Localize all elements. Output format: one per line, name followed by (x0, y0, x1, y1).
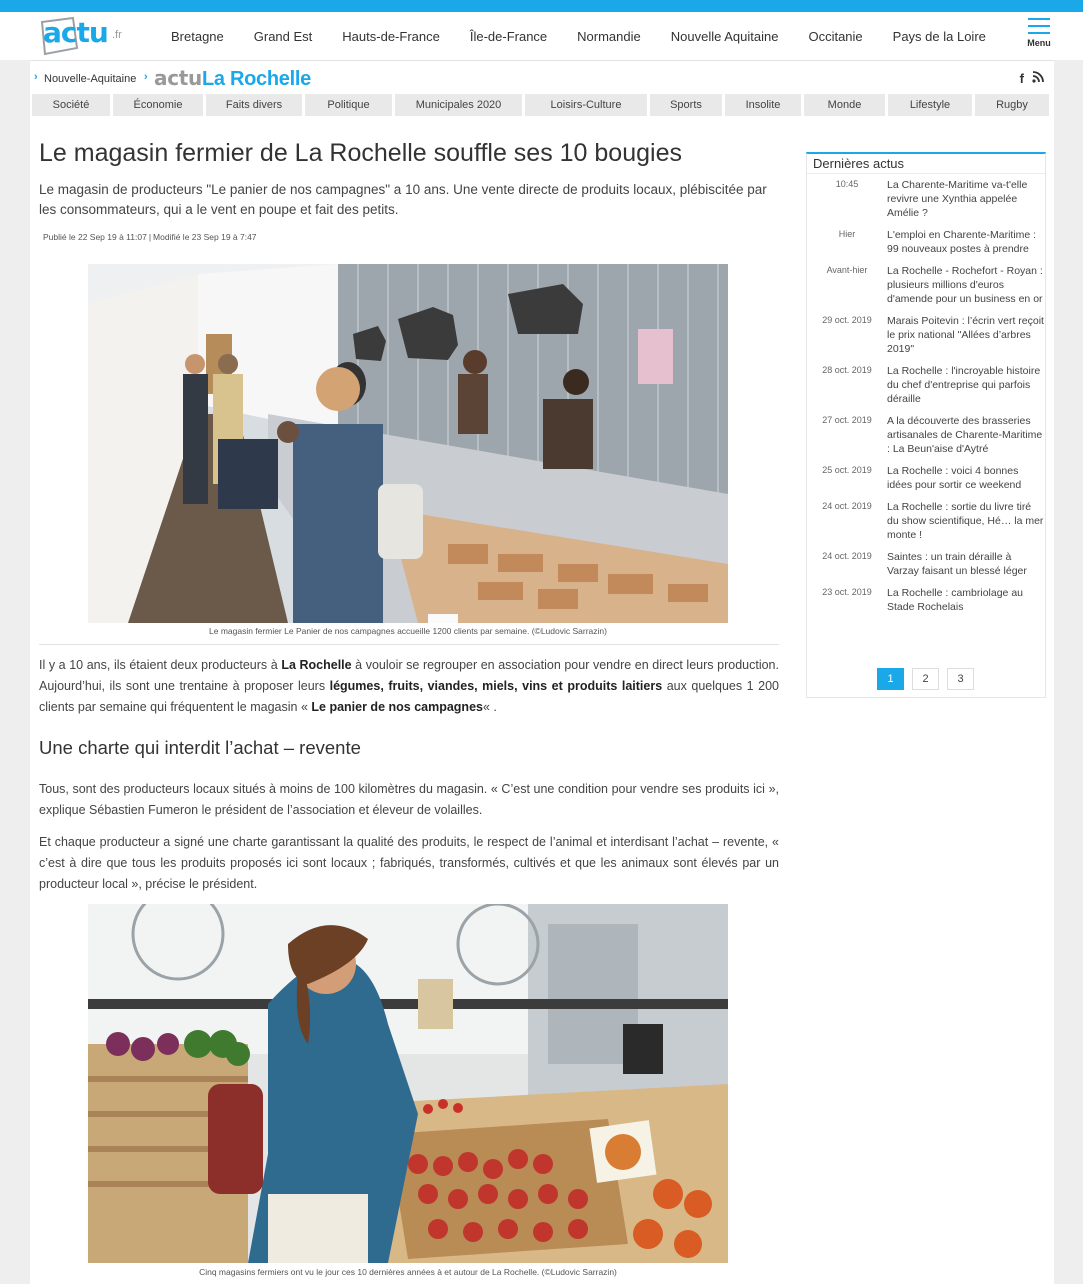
category-link[interactable]: Sports (650, 94, 722, 116)
menu-button[interactable] (1022, 16, 1056, 56)
breadcrumb-region-link[interactable]: Nouvelle-Aquitaine (44, 73, 137, 85)
news-time: 27 oct. 2019 (822, 415, 872, 425)
news-time: 23 oct. 2019 (822, 587, 872, 597)
paragraph-text: à vouloir se regrouper en association pour vendre en direct leurs production. Aujourd’hui, ils sont une trentaine à proposer leurs (39, 658, 779, 693)
region-link[interactable]: Bretagne (171, 28, 224, 44)
date-separator: | (148, 232, 152, 242)
news-link[interactable]: La Rochelle : voici 4 bonnes idées pour sortir ce weekend (887, 465, 1022, 491)
news-time: 24 oct. 2019 (822, 551, 872, 561)
paragraph-text: aux quelques 1 200 clients par semaine qui fréquentent le magasin « (39, 679, 779, 714)
news-item[interactable] (807, 586, 1045, 614)
category-link[interactable]: Municipales 2020 (395, 94, 522, 116)
news-item[interactable] (807, 228, 1045, 256)
news-time: 24 oct. 2019 (822, 501, 872, 511)
breadcrumb-local-site-link[interactable] (154, 66, 311, 91)
region-link[interactable]: Normandie (577, 28, 641, 44)
site-logo[interactable] (33, 14, 128, 58)
region-link[interactable]: Nouvelle Aquitaine (670, 28, 779, 44)
category-link[interactable]: Société (32, 94, 110, 116)
menu-label: Menu (1027, 38, 1051, 48)
shop-interior-photo[interactable] (88, 264, 728, 623)
pagination (877, 668, 974, 690)
category-link[interactable]: Économie (113, 94, 203, 116)
news-item[interactable] (807, 414, 1045, 456)
local-site-city: La Rochelle (201, 68, 311, 90)
published-date: Publié le 22 Sep 19 à 11:07 (43, 232, 147, 242)
news-link[interactable]: La Rochelle : l'incroyable histoire du chef d'entreprise qui parfois déraille (887, 365, 1041, 405)
chevron-right-icon: › (144, 71, 148, 83)
region-link[interactable]: Pays de la Loire (892, 28, 986, 44)
news-link[interactable]: Marais Poitevin : l’écrin vert reçoit le prix national "Allées d’arbres 2019" (887, 315, 1044, 355)
region-nav (156, 12, 1001, 60)
category-link[interactable]: Insolite (725, 94, 801, 116)
breadcrumb (30, 60, 1054, 93)
social-links (1020, 71, 1044, 86)
paragraph-emphasis: La Rochelle (281, 658, 352, 672)
article-dates (39, 232, 779, 242)
category-nav (32, 94, 1052, 116)
paragraph-text: « . (482, 700, 497, 714)
news-time: 29 oct. 2019 (822, 315, 872, 325)
rss-icon[interactable] (1032, 71, 1044, 86)
news-link[interactable]: A la découverte des brasseries artisanales de Charente-Maritime : La Beun'aise d'Aytré (887, 415, 1043, 455)
article-figure-2 (88, 904, 728, 1277)
latest-news-list (807, 174, 1045, 614)
page-button-2[interactable]: 2 (912, 668, 939, 690)
modified-date: Modifié le 23 Sep 19 à 7:47 (153, 232, 257, 242)
article-header (39, 138, 779, 242)
news-time: 25 oct. 2019 (822, 465, 872, 475)
logo-tld: .fr (112, 29, 122, 41)
news-link[interactable]: L'emploi en Charente-Maritime : 99 nouveaux postes à prendre (887, 229, 1037, 255)
news-item[interactable] (807, 500, 1045, 542)
category-link[interactable]: Lifestyle (888, 94, 972, 116)
site-header (0, 12, 1083, 60)
page-button-1[interactable]: 1 (877, 668, 904, 690)
page-container (30, 60, 1054, 1284)
category-link[interactable]: Faits divers (206, 94, 302, 116)
region-link[interactable]: Île-de-France (469, 28, 548, 44)
local-site-prefix: actu (154, 66, 202, 90)
news-time: 28 oct. 2019 (822, 365, 872, 375)
article-figure-1 (88, 264, 728, 636)
category-link[interactable]: Rugby (975, 94, 1049, 116)
tomato-stall-photo[interactable] (88, 904, 728, 1263)
news-item[interactable] (807, 314, 1045, 356)
article-paragraph-1 (39, 655, 779, 718)
article-paragraph-2: Tous, sont des producteurs locaux situés à moins de 100 kilomètres du magasin. « C’est une condition pour vendre ses produits ici », explique Sébastien Fumeron le président de l’association et éleveur de volailles. (39, 782, 779, 817)
news-item[interactable] (807, 178, 1045, 220)
news-link[interactable]: Saintes : un train déraille à Varzay faisant un blessé léger (887, 551, 1027, 577)
top-accent-bar (0, 0, 1083, 12)
news-time: 10:45 (835, 179, 859, 189)
news-link[interactable]: La Rochelle : cambriolage au Stade Rochelais (887, 587, 1023, 613)
article-subheading: Une charte qui interdit l’achat – revente (39, 737, 361, 758)
paragraph-emphasis: légumes, fruits, viandes, miels, vins et produits laitiers (329, 679, 663, 693)
news-time: Avant-hier (826, 265, 868, 275)
photo-caption: Le magasin fermier Le Panier de nos campagnes accueille 1200 clients par semaine. (©Ludovic Sarrazin) (209, 626, 607, 636)
article-paragraph-3: Et chaque producteur a signé une charte garantissant la qualité des produits, le respect de l’animal et interdisant l’achat – revente, « c’est à dire que tous les produits proposés ici sont locaux ; fabriqués, transformés, cultivés et que les animaux sont élevés par un producteur local », précise le président. (39, 835, 779, 891)
hamburger-icon (1028, 18, 1050, 34)
facebook-icon[interactable]: f (1019, 71, 1024, 86)
region-link[interactable]: Hauts-de-France (342, 28, 440, 44)
news-time: Hier (838, 229, 856, 239)
article-lead: Le magasin de producteurs "Le panier de nos campagnes" a 10 ans. Une vente directe de produits locaux, plébiscitée par les consommateurs, qui a le vent en poupe et fait des petits. (39, 182, 767, 217)
news-item[interactable] (807, 364, 1045, 406)
category-link[interactable]: Monde (804, 94, 885, 116)
paragraph-text: Il y a 10 ans, ils étaient deux producteurs à (39, 658, 282, 672)
photo-caption: Cinq magasins fermiers ont vu le jour ces 10 dernières années à et autour de La Rochelle. (©Ludovic Sarrazin) (199, 1267, 617, 1277)
logo-word: actu (43, 16, 108, 49)
article-title: Le magasin fermier de La Rochelle souffle ses 10 bougies (39, 139, 682, 167)
region-link[interactable]: Occitanie (808, 28, 863, 44)
sidebar-title: Dernières actus (807, 154, 1045, 174)
region-link[interactable]: Grand Est (253, 28, 313, 44)
news-link[interactable]: La Rochelle - Rochefort - Royan : plusieurs millions d'euros d'amende pour un business en or (887, 265, 1043, 305)
divider (39, 644, 779, 645)
category-link[interactable]: Loisirs-Culture (525, 94, 647, 116)
latest-news-sidebar (806, 152, 1046, 698)
chevron-right-icon: › (34, 71, 38, 83)
category-link[interactable]: Politique (305, 94, 392, 116)
paragraph-emphasis: Le panier de nos campagnes (311, 700, 483, 714)
news-item[interactable] (807, 464, 1045, 492)
news-item[interactable] (807, 550, 1045, 578)
news-link[interactable]: La Rochelle : sortie du livre tiré du show scientifique, Hé… la mer monte ! (887, 501, 1044, 541)
news-link[interactable]: La Charente-Maritime va-t'elle revivre une Xynthia appelée Amélie ? (887, 179, 1028, 219)
page-button-3[interactable]: 3 (947, 668, 974, 690)
news-item[interactable] (807, 264, 1045, 306)
